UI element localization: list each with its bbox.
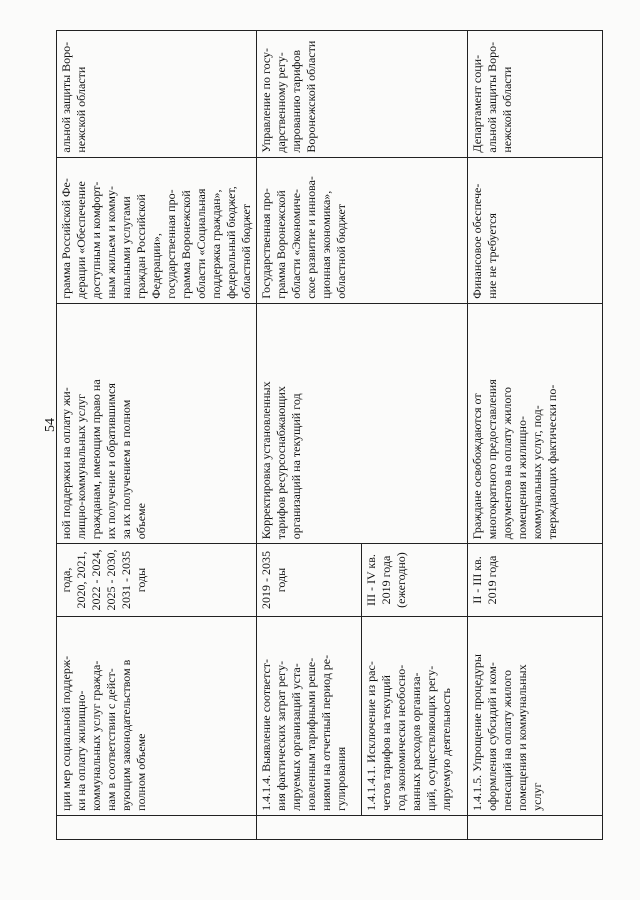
period-cell: II - III кв. 2019 года: [468, 544, 603, 616]
period-cell: III - IV кв. 2019 года (ежегодно): [362, 544, 468, 616]
period-cell: 2019 - 2035 годы: [257, 544, 362, 616]
executor-cell: альной защиты Воро- нежской области: [57, 31, 257, 158]
row-stub-cell: [57, 815, 257, 839]
row-stub-cell: [257, 815, 468, 839]
row-stub-cell: [468, 815, 603, 839]
measure-cell: 1.4.1.4. Выявление соответст- вия фактических затрат регу- лируемых организаций уста- новленным тарифными реше- ниями на отчетный период ре- гулирования: [257, 616, 362, 815]
funding-source-cell: грамма Российской Фе- дерации «Обеспечение доступным и комфорт- ным жильем и комму- нальными услугами граждан Российской Федерации», государственная про- грамма Воронежской области «Социальная поддержка граждан», федеральный бюджет, областной бюджет: [57, 157, 257, 303]
result-cell: Корректировка установленных тарифов ресурсоснабжающих организаций на текущий год: [257, 303, 468, 544]
table-row: [57, 31, 257, 840]
table-row: [468, 31, 603, 840]
executor-cell: Департамент соци- альной защиты Воро- нежской области: [468, 31, 603, 158]
result-cell: Граждане освобождаются от многократного предоставления документов на оплату жилого помещения и жилищно- коммунальных услуг, под- тверждающих фактически по-: [468, 303, 603, 544]
funding-source-cell: Государственная про- грамма Воронежской области «Экономиче- ское развитие и иннова- ционная экономика», областной бюджет: [257, 157, 468, 303]
period-cell: года, 2020, 2021, 2022 - 2024, 2025 - 2030, 2031 - 2035 годы: [57, 544, 257, 616]
measure-cell: 1.4.1.5. Упрощение процедуры оформления субсидий и ком- пенсаций на оплату жилого помещения и коммунальных услуг: [468, 616, 603, 815]
program-measures-table: [56, 30, 603, 840]
funding-source-cell: Финансовое обеспече- ние не требуется: [468, 157, 603, 303]
executor-cell: Управление по госу- дарственному регу- лированию тарифов Воронежской области: [257, 31, 468, 158]
result-cell: ной поддержки на оплату жи- лищно-коммунальных услуг гражданам, имеющим право на их получение и обратившимся за их получением в полном объеме: [57, 303, 257, 544]
page-number: 54: [43, 418, 58, 432]
measure-cell: 1.4.1.4.1. Исключение из рас- четов тарифов на текущий год экономически необосно- ванных расходов организа- ций, осуществляющих регу- лируемую деятельность: [362, 616, 468, 815]
table-row: [257, 31, 362, 840]
measure-cell: ции мер социальной поддерж- ки на оплату жилищно- коммунальных услуг гражда- нам в соответствии с дейст- вующим законодательством в полном объеме: [57, 616, 257, 815]
rotated-table-container: [56, 30, 602, 840]
